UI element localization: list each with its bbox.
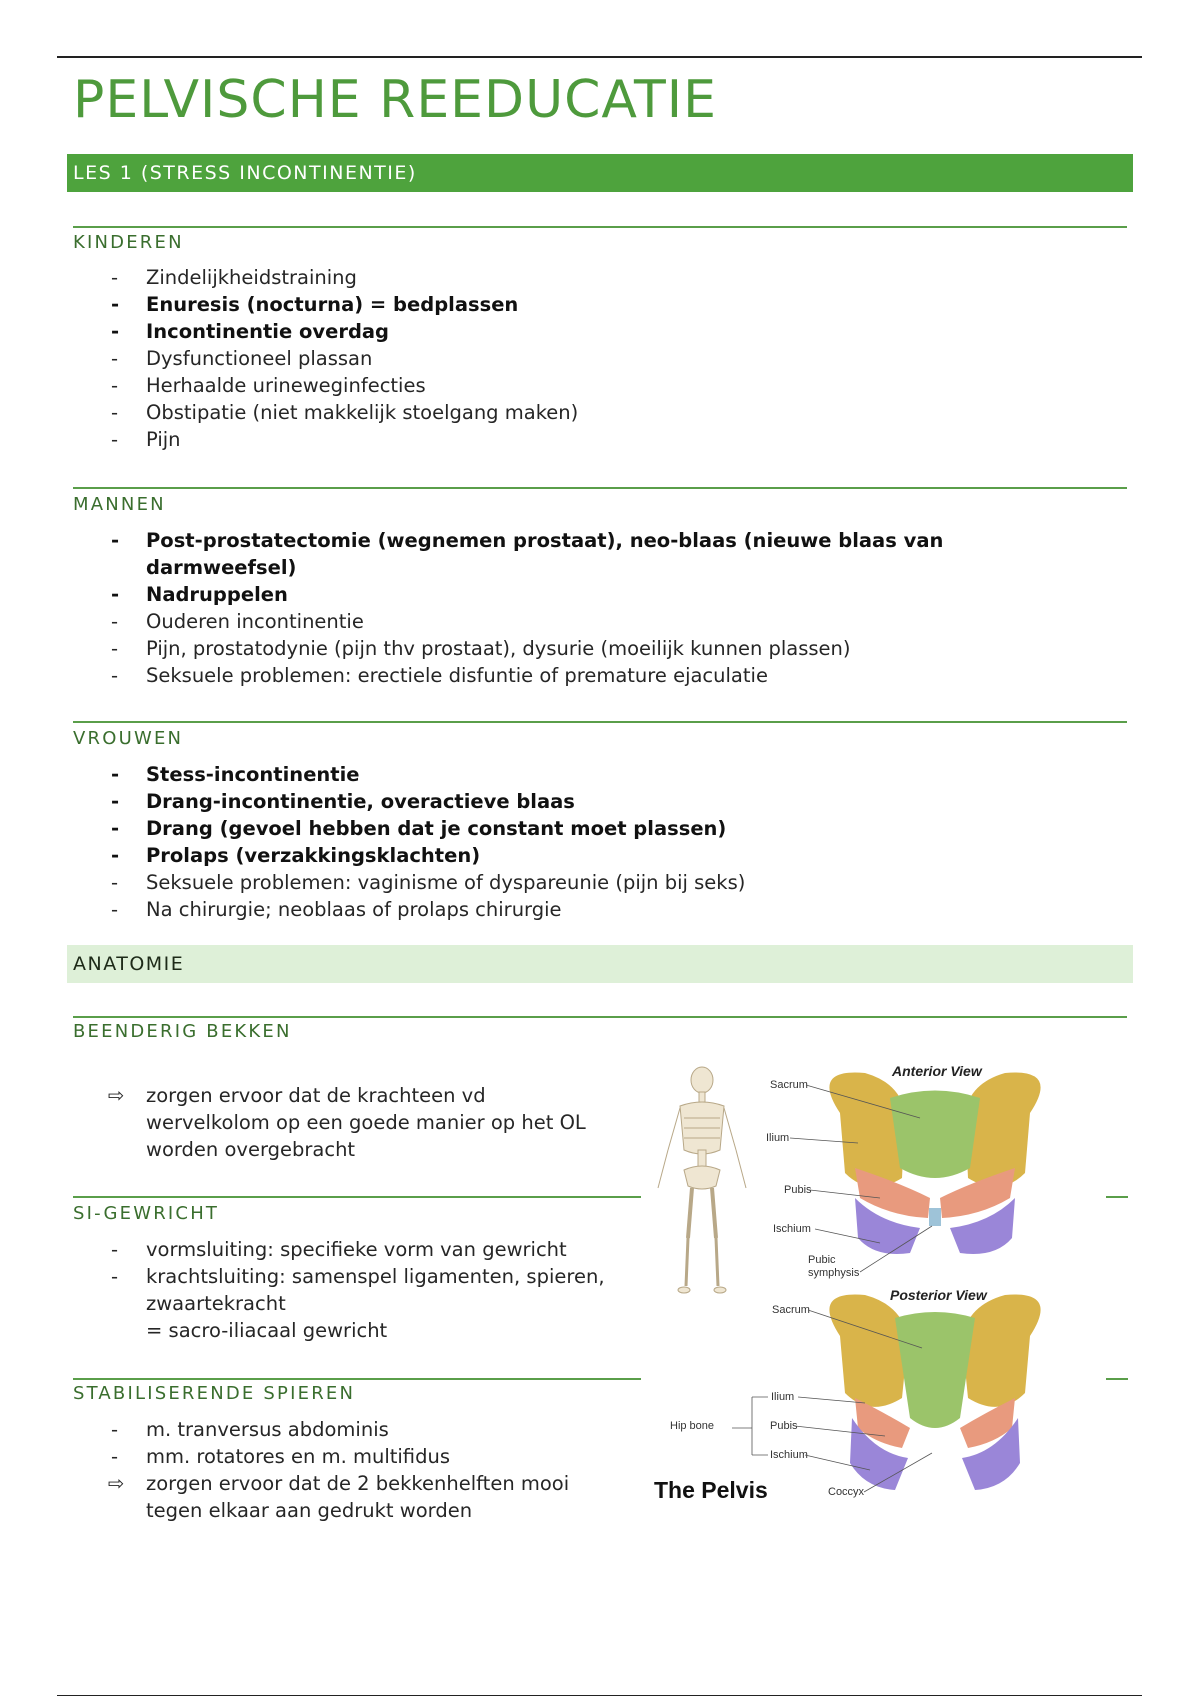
section-rule-si: [73, 1196, 641, 1198]
list-item: [108, 426, 1108, 453]
dash-bullet-icon: -: [111, 1418, 119, 1441]
list-item: [108, 761, 1108, 788]
section-rule-vrouwen: [73, 721, 1127, 723]
list-item: [108, 788, 1108, 815]
list-item: [108, 1470, 608, 1524]
anterior-label-ischium: Ischium: [773, 1223, 811, 1235]
anterior-pelvis-illustration: [766, 1063, 1041, 1279]
list-item: [108, 1443, 608, 1470]
dash-bullet-icon: -: [111, 817, 120, 840]
dash-bullet-icon: -: [111, 583, 120, 606]
section-heading-beenderig: BEENDERIG BEKKEN: [73, 1021, 292, 1042]
arrow-bullet-icon: ⇨: [108, 1084, 125, 1107]
list-item: [108, 1317, 628, 1344]
dash-bullet-icon: -: [111, 320, 120, 343]
posterior-label-sacrum: Sacrum: [772, 1304, 810, 1316]
list-item: [108, 662, 988, 689]
list-item: [108, 608, 988, 635]
list-si: [108, 1236, 628, 1344]
list-item: [108, 842, 1108, 869]
dash-bullet-icon: -: [111, 529, 120, 552]
list-item-text: Post-prostatectomie (wegnemen prostaat), neo-blaas (nieuwe blaas van darmweefsel): [146, 529, 944, 579]
list-item: [108, 1236, 628, 1263]
dash-bullet-icon: -: [111, 898, 119, 921]
list-item-text: Obstipatie (niet makkelijk stoelgang maken): [146, 401, 579, 424]
posterior-label-pubis: Pubis: [770, 1420, 798, 1432]
list-item-text: Enuresis (nocturna) = bedplassen: [146, 293, 519, 316]
lesson-header-bar: [67, 154, 1133, 192]
list-stabiliserende: [108, 1416, 608, 1524]
arrow-bullet-icon: ⇨: [108, 1472, 125, 1495]
anterior-label-pubic: Pubic: [808, 1254, 836, 1266]
dash-bullet-icon: -: [111, 844, 120, 867]
list-item-text: Nadruppelen: [146, 583, 288, 606]
section-heading-vrouwen: VROUWEN: [73, 728, 184, 749]
dash-bullet-icon: -: [111, 428, 119, 451]
list-item-text: krachtsluiting: samenspel ligamenten, spieren, zwaartekracht: [146, 1265, 605, 1315]
list-item-text: zorgen ervoor dat de 2 bekkenhelften mooi tegen elkaar aan gedrukt worden: [146, 1472, 570, 1522]
dash-bullet-icon: -: [111, 1445, 119, 1468]
list-item: [108, 1416, 608, 1443]
list-item: [108, 1082, 593, 1163]
page-title: PELVISCHE REEDUCATIE: [73, 70, 717, 130]
section-heading-kinderen: KINDEREN: [73, 232, 184, 253]
list-item-text: Drang-incontinentie, overactieve blaas: [146, 790, 575, 813]
dash-bullet-icon: -: [111, 266, 119, 289]
section-rule-stabiliserende-right: [1106, 1378, 1128, 1380]
list-item-text: Zindelijkheidstraining: [146, 266, 357, 289]
list-item: [108, 372, 1108, 399]
list-item-text: Stess-incontinentie: [146, 763, 360, 786]
list-item-text: Pijn, prostatodynie (pijn thv prostaat), dysurie (moeilijk kunnen plassen): [146, 637, 851, 660]
list-item: [108, 318, 1108, 345]
list-mannen: [108, 527, 988, 689]
list-item: [108, 869, 1108, 896]
dash-bullet-icon: -: [111, 1265, 119, 1288]
bottom-rule: [57, 1695, 1142, 1696]
dash-bullet-icon: -: [111, 347, 119, 370]
section-heading-stabiliserende: STABILISERENDE SPIEREN: [73, 1383, 356, 1404]
list-item: [108, 345, 1108, 372]
list-item-text: Herhaalde urineweginfecties: [146, 374, 426, 397]
list-item: [108, 896, 1108, 923]
list-beenderig: [108, 1082, 593, 1163]
pelvis-illustration: [640, 1058, 1105, 1520]
list-item: [108, 264, 1108, 291]
anterior-label-symphysis: symphysis: [808, 1267, 860, 1279]
pelvis-figure: [640, 1058, 1105, 1520]
list-item-text: Incontinentie overdag: [146, 320, 390, 343]
section-rule-stabiliserende: [73, 1378, 641, 1380]
posterior-label-hip-bone: Hip bone: [670, 1420, 715, 1432]
lesson-header-text: LES 1 (STRESS INCONTINENTIE): [73, 162, 417, 184]
list-item-text: m. tranversus abdominis: [146, 1418, 389, 1441]
posterior-pelvis-illustration: [670, 1287, 1041, 1498]
list-item: [108, 635, 988, 662]
dash-bullet-icon: -: [111, 637, 119, 660]
section-heading-si: SI-GEWRICHT: [73, 1203, 220, 1224]
list-item-text: Prolaps (verzakkingsklachten): [146, 844, 481, 867]
section-rule-kinderen: [73, 226, 1127, 228]
list-item-text: Dysfunctioneel plassan: [146, 347, 373, 370]
dash-bullet-icon: -: [111, 401, 119, 424]
list-item-text: Drang (gevoel hebben dat je constant moet plassen): [146, 817, 727, 840]
list-item-text: Seksuele problemen: erectiele disfuntie of premature ejaculatie: [146, 664, 768, 687]
section-rule-si-right: [1106, 1196, 1128, 1198]
dash-bullet-icon: -: [111, 1238, 119, 1261]
list-item: [108, 581, 988, 608]
skeleton-illustration: [658, 1067, 746, 1293]
anatomie-header-text: ANATOMIE: [73, 953, 185, 975]
posterior-label-coccyx: Coccyx: [828, 1486, 865, 1498]
dash-bullet-icon: -: [111, 790, 120, 813]
posterior-label-ischium: Ischium: [770, 1449, 808, 1461]
anatomie-header-bar: [67, 945, 1133, 983]
dash-bullet-icon: -: [111, 293, 120, 316]
anterior-label-sacrum: Sacrum: [770, 1079, 808, 1091]
list-item: [108, 1263, 628, 1317]
section-rule-beenderig: [73, 1016, 1127, 1018]
section-heading-mannen: MANNEN: [73, 494, 166, 515]
pelvis-figure-title: The Pelvis: [654, 1477, 768, 1503]
dash-bullet-icon: -: [111, 374, 119, 397]
list-item-text: vormsluiting: specifieke vorm van gewricht: [146, 1238, 567, 1261]
dash-bullet-icon: -: [111, 664, 119, 687]
anterior-label-pubis: Pubis: [784, 1184, 812, 1196]
posterior-view-label: Posterior View: [890, 1287, 987, 1303]
top-rule: [57, 56, 1142, 58]
list-item: [108, 399, 1108, 426]
list-item: [108, 527, 988, 581]
dash-bullet-icon: -: [111, 610, 119, 633]
list-item: [108, 291, 1108, 318]
list-item-text: zorgen ervoor dat de krachteen vd wervelkolom op een goede manier op het OL worden overgebracht: [146, 1084, 586, 1161]
list-vrouwen: [108, 761, 1108, 923]
dash-bullet-icon: -: [111, 763, 120, 786]
list-item-text: Pijn: [146, 428, 181, 451]
list-kinderen: [108, 264, 1108, 453]
list-item-text: = sacro-iliacaal gewricht: [146, 1319, 388, 1342]
list-item-text: Na chirurgie; neoblaas of prolaps chirurgie: [146, 898, 562, 921]
anterior-view-label: Anterior View: [892, 1063, 982, 1079]
list-item-text: mm. rotatores en m. multifidus: [146, 1445, 450, 1468]
list-item-text: Seksuele problemen: vaginisme of dyspareunie (pijn bij seks): [146, 871, 746, 894]
list-item: [108, 815, 1108, 842]
dash-bullet-icon: -: [111, 871, 119, 894]
anterior-label-ilium: Ilium: [766, 1132, 790, 1144]
posterior-label-ilium: Ilium: [771, 1391, 795, 1403]
list-item-text: Ouderen incontinentie: [146, 610, 364, 633]
section-rule-mannen: [73, 487, 1127, 489]
